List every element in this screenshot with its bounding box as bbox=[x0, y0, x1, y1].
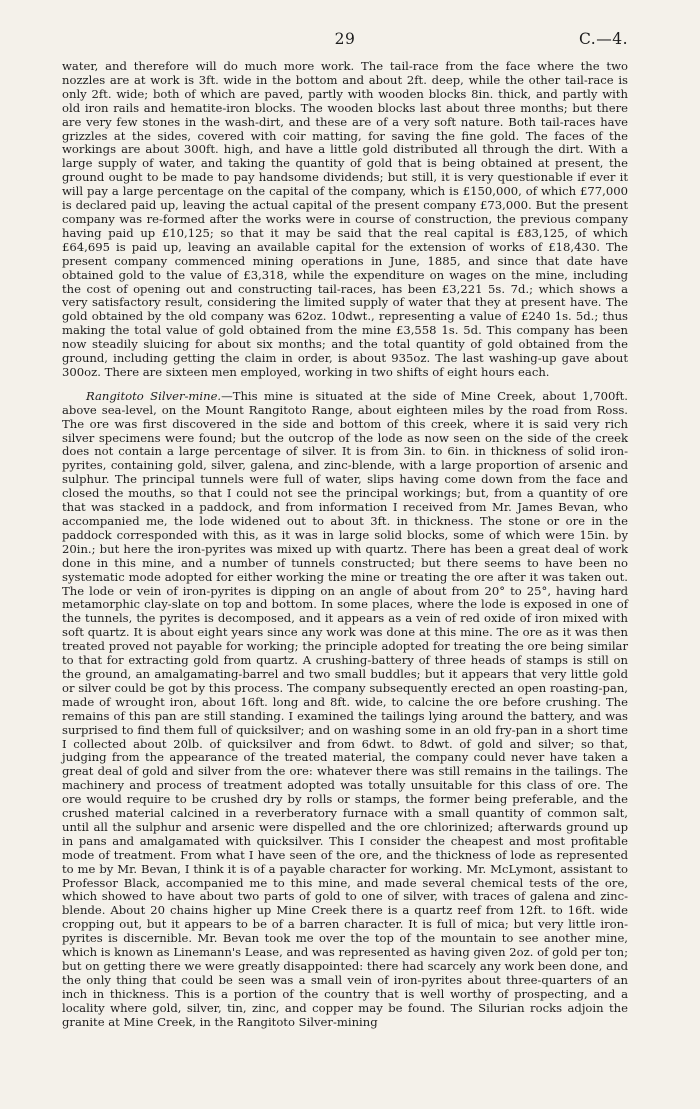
page-number: 29 bbox=[334, 30, 356, 48]
body-text bbox=[62, 60, 628, 1030]
paragraph-text: water, and therefore will do much more work. The tail-race from the face where the two nozzles are at work is 3ft. wide in the bottom and about 2ft. deep, while the other tail-race is only 2ft. wide; both of which are paved, partly with wooden blocks 8in. thick, and partly with old iron rails and hematite-iron blocks. The wooden blocks last about three months; but there are very few stones in the wash-dirt, and these are of a very soft nature. Both tail-races have grizzles at the sides, covered with coir matting, for saving the fine gold. The faces of the workings are about 300ft. high, and have a little gold distributed all through the dirt. With a large supply of water, and taking the quantity of gold that is being obtained at present, the ground ought to be made to pay handsome dividends; but still, it is very questionable if ever it will pay a large percentage on the capital of the company, which is £150,000, of which £77,000 is declared paid up, leaving the actual capital of the present company £73,000. But the present company was re-formed after the works were in course of construction, the previous company having paid up £10,125; so that it may be said that the real capital is £83,125, of which £64,695 is paid up, leaving an available capital for the extension of works of £18,430. The present company commenced mining operations in June, 1885, and since that date have obtained gold to the value of £3,318, while the expenditure on wages on the mine, including the cost of opening out and constructing tail-races, has been £3,221 5s. 7d.; which shows a very satisfactory result, considering the limited supply of water that they at present have. The gold obtained by the old company was 62oz. 10dwt., representing a value of £240 1s. 5d.; thus making the total value of gold obtained from the mine £3,558 1s. 5d. This company has been now steadily sluicing for about six months; and the total quantity of gold obtained from the ground, including getting the claim in order, is about 935oz. The last washing-up gave about 300oz. There are sixteen men employed, working in two shifts of eight hours each. bbox=[62, 59, 628, 379]
paragraph-rangitoto-silver-mine bbox=[62, 390, 628, 1030]
paragraph-text: —This mine is situated at the side of Mine Creek, about 1,700ft. above sea-level, on the Mount Rangitoto Range, about eighteen miles by the road from Ross. The ore was first discovered in the side and bottom of this creek, where it is said very rich silver specimens were found; but the outcrop of the lode as now seen on the side of the creek does not contain a large percentage of silver. It is from 3in. to 6in. in thickness of solid iron-pyrites, containing gold, silver, galena, and zinc-blende, with a large proportion of arsenic and sulphur. The principal tunnels were full of water, slips having come down from the face and closed the mouths, so that I could not see the principal workings; but, from a quantity of ore that was stacked in a paddock, and from information I received from Mr. James Bevan, who accompanied me, the lode widened out to about 3ft. in thickness. The stone or ore in the paddock corresponded with this, as it was in large solid blocks, some of which were 15in. by 20in.; but here the iron-pyrites was mixed up with quartz. There has been a great deal of work done in this mine, and a number of tunnels constructed; but there seems to have been no systematic mode adopted for either working the mine or treating the ore after it was taken out. The lode or vein of iron-pyrites is dipping on an angle of about from 20° to 25°, having hard metamorphic clay-slate on top and bottom. In some places, where the lode is exposed in one of the tunnels, the pyrites is decomposed, and it appears as a vein of red oxide of iron mixed with soft quartz. It is about eight years since any work was done at this mine. The ore as it was then treated proved not payable for working; the principle adopted for treating the ore being similar to that for extracting gold from quartz. A crushing-battery of three heads of stamps is still on the ground, an amalgamating-barrel and two small buddles; but it appears that very little gold or silver could be got by this process. The company subsequently erected an open roasting-pan, made of wrought iron, about 16ft. long and 8ft. wide, to calcine the ore before crushing. The remains of this pan are still standing. I examined the tailings lying around the battery, and was surprised to find them full of quicksilver; and on washing some in an old fry-pan in a short time I collected about 20lb. of quicksilver and from 6dwt. to 8dwt. of gold and silver; so that, judging from the appearance of the treated material, the company could never have taken a great deal of gold and silver from the ore: whatever there was still remains in the tailings. The machinery and process of treatment adopted was totally unsuitable for this class of ore. The ore would require to be crushed dry by rolls or stamps, the former being preferable, and the crushed material calcined in a reverberatory furnace with a small quantity of common salt, until all the sulphur and arsenic were dispelled and the ore chlorinized; afterwards ground up in pans and amalgamated with quicksilver. This I consider the cheapest and most profitable mode of treatment. From what I have seen of the ore, and the thickness of lode as represented to me by Mr. Bevan, I think it is of a payable character for working. Mr. McLymont, assistant to Professor Black, accompanied me to this mine, and made several chemical tests of the ore, which showed to have about two parts of gold to one of silver, with traces of galena and zinc-blende. About 20 chains higher up Mine Creek there is a quartz reef from 12ft. to 16ft. wide cropping out, but it appears to be of a barren character. It is full of mica; but very little iron-pyrites is discernible. Mr. Bevan took me over the top of the mountain to see another mine, which is known as Linemann's Lease, and was represented as having given 2oz. of gold per ton; but on getting there we were greatly disappointed: there had scarcely any work been done, and the only thing that could be seen was a small vein of iron-pyrites about three-quarters of an inch in thickness. This is a portion of the country that is well worthy of prospecting, and a locality where gold, silver, tin, zinc, and copper may be found. The Silurian rocks adjoin the granite at Mine Creek, in the Rangitoto Silver-mining bbox=[62, 388, 628, 1029]
paragraph-tail-race bbox=[62, 60, 628, 380]
document-reference: C.—4. bbox=[578, 30, 628, 48]
page-header bbox=[62, 30, 628, 50]
paragraph-title: Rangitoto Silver-mine. bbox=[86, 388, 222, 403]
